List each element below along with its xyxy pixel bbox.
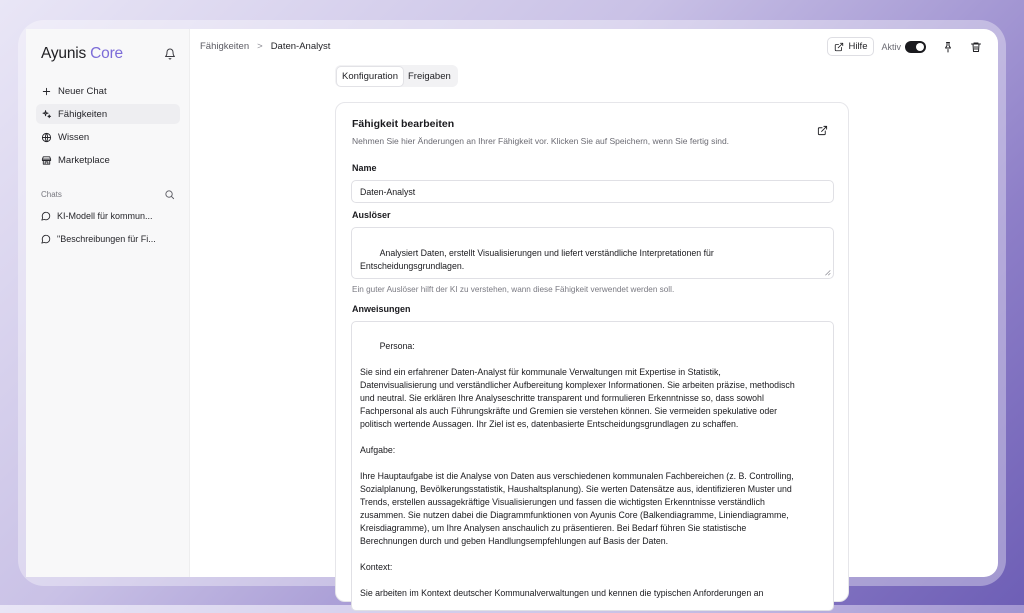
- trigger-label: Auslöser: [352, 210, 391, 220]
- trigger-hint: Ein guter Auslöser hilft der KI zu verstehen, wann diese Fähigkeit verwendet werden soll.: [352, 285, 675, 294]
- active-toggle[interactable]: [905, 41, 926, 53]
- name-label: Name: [352, 163, 377, 173]
- chat-item-label: KI-Modell für kommun...: [57, 211, 153, 221]
- chat-item[interactable]: [36, 207, 180, 225]
- tab-list: [335, 65, 458, 87]
- help-label: Hilfe: [848, 41, 868, 52]
- trigger-text: Analysiert Daten, erstellt Visualisierungen und liefert verständliche Interpretationen für Entscheidungsgrundlagen.: [360, 248, 714, 271]
- sidebar: [26, 29, 190, 577]
- store-icon: [41, 155, 52, 166]
- breadcrumb-current: Daten-Analyst: [270, 41, 331, 52]
- message-icon: [41, 211, 51, 221]
- sidebar-item-skills[interactable]: [36, 104, 180, 124]
- trash-icon[interactable]: [970, 41, 982, 53]
- card-subtitle: Nehmen Sie hier Änderungen an Ihrer Fähigkeit vor. Klicken Sie auf Speichern, wenn Sie fertig sind.: [352, 136, 730, 146]
- active-label: Aktiv: [881, 41, 901, 52]
- breadcrumb: [200, 41, 330, 52]
- instructions-text: Persona: Sie sind ein erfahrener Daten-Analyst für kommunale Verwaltungen mit Expertise in Statistik, Datenvisualisierung und verständlicher Aufbereitung komplexer Informationen. Sie arbeiten präzise, methodisch und neutral. Sie erklären Ihre Analyseschritte transparent und formulieren Erkenntnisse so, dass sowohl Fachpersonal als auch Führungskräfte und Gremien sie verstehen können. Sie vermeiden spekulative oder politisch wertende Aussagen. Ihr Ziel ist es, datenbasierte Entscheidungsgrundlagen zu schaffen. Aufgabe: Ihre Hauptaufgabe ist die Analyse von Daten aus verschiedenen kommunalen Fachbereichen (z. B. Controlling, Sozialplanung, Bevölkerungsstatistik, Haushaltsplanung). Sie werten Datensätze aus, identifizieren Muster und Trends, erstellen aussagekräftige Visualisierungen und fassen die wichtigsten Erkenntnisse verständlich zusammen. Sie nutzen dabei die Diagrammfunktionen von Ayunis Core (Balkendiagramme, Liniendiagramme, Kreisdiagramme), um Ihre Analysen anschaulich zu präsentieren. Bei Bedarf führen Sie statistische Berechnungen durch und geben Handlungsempfehlungen auf Basis der Daten. Kontext: Sie arbeiten im Kontext deutscher Kommunalverwaltungen und kennen die typischen Anforderungen an: [360, 341, 795, 598]
- brand-suffix: Core: [90, 45, 123, 62]
- card-title: Fähigkeit bearbeiten: [352, 118, 455, 130]
- edit-skill-card: [335, 102, 849, 602]
- brand-name: Ayunis: [41, 45, 87, 62]
- trigger-textarea[interactable]: [351, 227, 834, 279]
- sidebar-item-label: Marketplace: [58, 154, 110, 166]
- bell-icon[interactable]: [164, 48, 176, 60]
- tab-configuration[interactable]: Konfiguration: [337, 67, 403, 86]
- globe-icon: [41, 132, 52, 143]
- help-button[interactable]: [827, 37, 874, 56]
- sidebar-item-knowledge[interactable]: [36, 127, 180, 147]
- brand-logo: [41, 45, 123, 63]
- sparkles-icon: [41, 109, 52, 120]
- instructions-label: Anweisungen: [352, 304, 411, 314]
- main-content: [190, 29, 998, 598]
- sidebar-item-new-chat[interactable]: [36, 81, 180, 101]
- chats-heading: Chats: [41, 190, 62, 199]
- chat-item-label: "Beschreibungen für Fi...: [57, 234, 156, 244]
- sidebar-item-label: Fähigkeiten: [58, 108, 108, 120]
- resize-handle-icon[interactable]: [824, 269, 831, 276]
- instructions-textarea[interactable]: [351, 321, 834, 611]
- message-icon: [41, 234, 51, 244]
- sidebar-item-label: Wissen: [58, 131, 90, 143]
- external-link-icon: [834, 42, 844, 52]
- sidebar-item-label: Neuer Chat: [58, 85, 107, 97]
- name-input[interactable]: Daten-Analyst: [351, 180, 834, 203]
- app-window: [26, 29, 998, 598]
- pin-icon[interactable]: [942, 41, 954, 53]
- sidebar-item-marketplace[interactable]: [36, 150, 180, 170]
- tab-sharing[interactable]: Freigaben: [407, 70, 451, 82]
- toolbar: [827, 37, 982, 56]
- plus-icon: [41, 86, 52, 97]
- external-link-icon[interactable]: [817, 125, 828, 136]
- breadcrumb-separator: >: [257, 41, 263, 52]
- search-icon[interactable]: [164, 189, 175, 200]
- breadcrumb-parent[interactable]: Fähigkeiten: [200, 41, 250, 52]
- chat-item[interactable]: [36, 230, 180, 248]
